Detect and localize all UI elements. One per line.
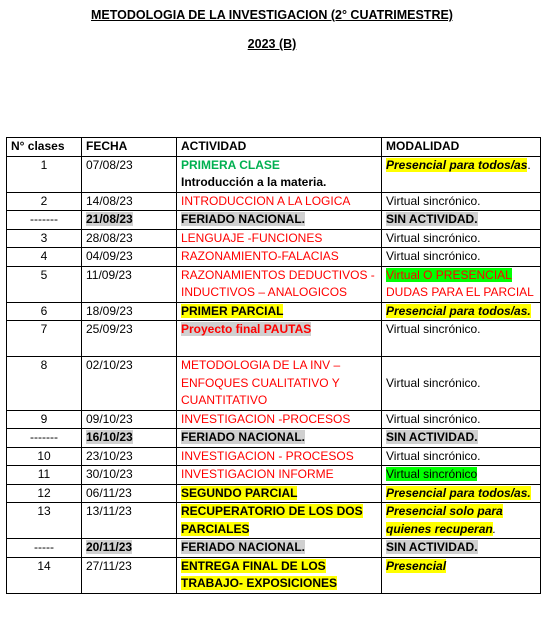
date-cell: 02/10/23 <box>82 357 177 411</box>
date-cell: 28/08/23 <box>82 229 177 248</box>
modality-cell <box>382 484 541 503</box>
table-header-row <box>7 138 541 157</box>
class-number: 13 <box>7 503 82 539</box>
date-cell: 09/10/23 <box>82 410 177 429</box>
table-row-holiday <box>7 539 541 558</box>
table-row-holiday <box>7 211 541 230</box>
modality-cell <box>382 557 541 593</box>
class-number: 11 <box>7 466 82 485</box>
date-cell: 27/11/23 <box>82 557 177 593</box>
table-row <box>7 321 541 357</box>
date-text: 16/10/23 <box>86 430 133 444</box>
modality-text: Presencial para todos/as. <box>386 485 531 500</box>
date-cell: 11/09/23 <box>82 266 177 302</box>
modality-cell <box>382 266 541 302</box>
activity-text: RECUPERATORIO DE LOS DOS PARCIALES <box>181 504 363 536</box>
date-cell: 23/10/23 <box>82 447 177 466</box>
activity-text: Introducción a la materia. <box>181 175 327 189</box>
activity-cell: INVESTIGACION INFORME <box>177 466 382 485</box>
modality-cell: Virtual sincrónico. <box>382 229 541 248</box>
activity-cell <box>177 321 382 357</box>
modality-text: Presencial para todos/as <box>386 157 528 172</box>
modality-cell: Virtual sincrónico. <box>382 447 541 466</box>
date-cell: 18/09/23 <box>82 302 177 321</box>
table-row <box>7 557 541 593</box>
date-text: 20/11/23 <box>86 540 133 554</box>
table-row <box>7 357 541 411</box>
modality-cell: Virtual sincrónico. <box>382 192 541 211</box>
table-row <box>7 484 541 503</box>
activity-text: SEGUNDO PARCIAL <box>181 485 298 500</box>
modality-cell <box>382 503 541 539</box>
activity-cell: LENGUAJE -FUNCIONES <box>177 229 382 248</box>
class-number: ----- <box>7 539 82 558</box>
table-row <box>7 156 541 192</box>
modality-cell: Virtual sincrónico. <box>382 410 541 429</box>
modality-text: Virtual O PRESENCIAL <box>386 267 512 282</box>
date-cell: 25/09/23 <box>82 321 177 357</box>
activity-cell <box>177 156 382 192</box>
date-cell <box>82 539 177 558</box>
date-cell <box>82 211 177 230</box>
activity-cell: RAZONAMIENTO-FALACIAS <box>177 248 382 267</box>
modality-cell <box>382 302 541 321</box>
date-text: 21/08/23 <box>86 212 133 226</box>
activity-cell: RAZONAMIENTOS DEDUCTIVOS -INDUCTIVOS – ANALOGICOS <box>177 266 382 302</box>
class-number: 8 <box>7 357 82 411</box>
modality-cell <box>382 429 541 448</box>
modality-text: SIN ACTIVIDAD. <box>386 430 478 444</box>
header-num: N° clases <box>7 138 82 157</box>
date-cell: 06/11/23 <box>82 484 177 503</box>
modality-suffix: . <box>527 157 531 172</box>
class-number: 6 <box>7 302 82 321</box>
modality-cell: Virtual sincrónico. <box>382 248 541 267</box>
activity-text: FERIADO NACIONAL. <box>181 540 305 554</box>
class-number: ------- <box>7 211 82 230</box>
activity-cell: INTRODUCCION A LA LOGICA <box>177 192 382 211</box>
class-number: 9 <box>7 410 82 429</box>
activity-cell <box>177 302 382 321</box>
activity-cell <box>177 557 382 593</box>
modality-cell <box>382 539 541 558</box>
class-number: ------- <box>7 429 82 448</box>
table-row <box>7 302 541 321</box>
modality-text: SIN ACTIVIDAD. <box>386 212 478 226</box>
date-cell: 14/08/23 <box>82 192 177 211</box>
table-row <box>7 248 541 267</box>
activity-cell <box>177 503 382 539</box>
activity-cell: INVESTIGACION - PROCESOS <box>177 447 382 466</box>
activity-text: ENTREGA FINAL DE LOS TRABAJO- EXPOSICIONES <box>181 558 338 590</box>
activity-text: PRIMERA CLASE <box>181 157 280 172</box>
table-row <box>7 503 541 539</box>
header-actividad: ACTIVIDAD <box>177 138 382 157</box>
class-number: 14 <box>7 557 82 593</box>
date-cell: 30/10/23 <box>82 466 177 485</box>
modality-cell: Virtual sincrónico. <box>382 321 541 357</box>
class-number: 7 <box>7 321 82 357</box>
modality-cell <box>382 466 541 485</box>
date-cell <box>82 429 177 448</box>
activity-cell <box>177 539 382 558</box>
class-number: 4 <box>7 248 82 267</box>
table-row <box>7 192 541 211</box>
document-title: METODOLOGIA DE LA INVESTIGACION (2° CUATRIMESTRE) <box>91 8 453 22</box>
document-subtitle: 2023 (B) <box>247 37 297 51</box>
class-number: 12 <box>7 484 82 503</box>
class-number: 5 <box>7 266 82 302</box>
activity-cell: INVESTIGACION -PROCESOS <box>177 410 382 429</box>
activity-text: PRIMER PARCIAL <box>181 303 284 318</box>
activity-text: Proyecto final PAUTAS <box>181 322 312 336</box>
table-row <box>7 447 541 466</box>
modality-cell: Virtual sincrónico. <box>382 357 541 411</box>
modality-text: SIN ACTIVIDAD. <box>386 540 478 554</box>
class-number: 1 <box>7 156 82 192</box>
modality-cell <box>382 156 541 192</box>
date-cell: 13/11/23 <box>82 503 177 539</box>
modality-text: Presencial solo para quienes recuperan <box>386 504 503 536</box>
header-modalidad: MODALIDAD <box>382 138 541 157</box>
activity-text: FERIADO NACIONAL. <box>181 212 305 226</box>
modality-text: Presencial <box>386 558 447 573</box>
date-cell: 07/08/23 <box>82 156 177 192</box>
table-row-holiday <box>7 429 541 448</box>
table-row <box>7 466 541 485</box>
modality-cell <box>382 211 541 230</box>
schedule-table <box>6 137 541 594</box>
modality-suffix: . <box>492 521 497 536</box>
class-number: 3 <box>7 229 82 248</box>
date-cell: 04/09/23 <box>82 248 177 267</box>
activity-cell <box>177 429 382 448</box>
class-number: 10 <box>7 447 82 466</box>
class-number: 2 <box>7 192 82 211</box>
table-row <box>7 266 541 302</box>
modality-text: DUDAS PARA EL PARCIAL <box>386 285 534 299</box>
table-row <box>7 229 541 248</box>
modality-text: Virtual sincrónico <box>386 467 478 481</box>
activity-text: FERIADO NACIONAL. <box>181 430 305 444</box>
modality-text: Presencial para todos/as. <box>386 303 531 318</box>
header-fecha: FECHA <box>82 138 177 157</box>
activity-cell <box>177 211 382 230</box>
activity-cell: METODOLOGIA DE LA INV – ENFOQUES CUALITATIVO Y CUANTITATIVO <box>177 357 382 411</box>
table-row <box>7 410 541 429</box>
activity-cell <box>177 484 382 503</box>
